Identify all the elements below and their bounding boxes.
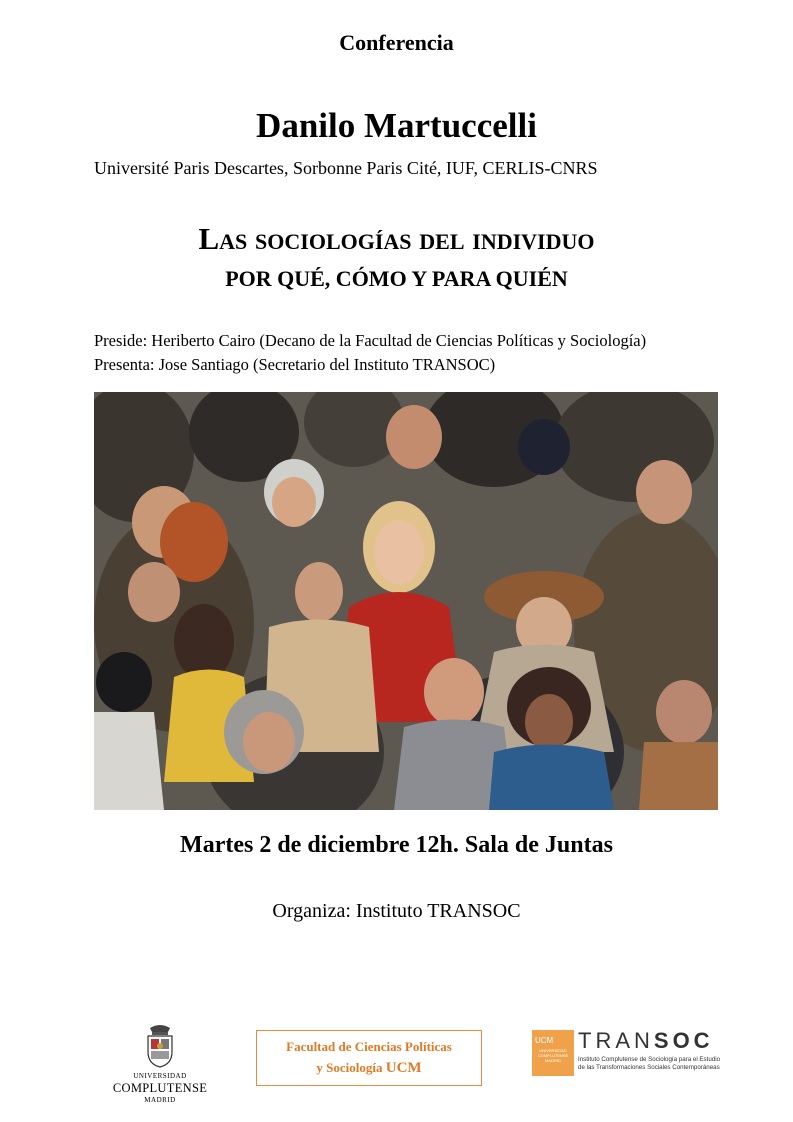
event-organizer: Organiza: Instituto TRANSOC: [272, 900, 521, 922]
presenter-credit: Presenta: Jose Santiago (Secretario del Instituto TRANSOC): [94, 355, 496, 374]
transoc-logo: [532, 1030, 728, 1076]
transoc-desc-line2: de las Transformaciones Sociales Contemporáneas: [578, 1064, 720, 1071]
transoc-description: [578, 1056, 728, 1072]
event-date-place: Martes 2 de diciembre 12h. Sala de Juntas: [180, 832, 613, 858]
crowd-photo: [94, 392, 718, 810]
faculty-ucm: UCM: [385, 1060, 422, 1076]
kicker: Conferencia: [339, 30, 454, 55]
faculty-box: [256, 1030, 482, 1086]
ucm-line1: UNIVERSIDAD: [133, 1072, 187, 1080]
chair-credit: Preside: Heriberto Cairo (Decano de la Facultad de Ciencias Políticas y Sociología): [94, 331, 647, 350]
transoc-square-label: UCM: [535, 1036, 554, 1045]
lecture-subtitle: POR QUÉ, CÓMO Y PARA QUIÉN: [225, 266, 568, 291]
speaker-name: Danilo Martuccelli: [256, 106, 537, 145]
faculty-line2-text: y Sociología: [316, 1060, 383, 1075]
transoc-desc-line1: Instituto Complutense de Sociología para el Estudio: [578, 1056, 721, 1063]
speaker-affiliation: Université Paris Descartes, Sorbonne Paris Cité, IUF, CERLIS-CNRS: [94, 158, 598, 178]
transoc-word-regular: TRAN: [578, 1028, 654, 1053]
transoc-ucm-square: [532, 1030, 574, 1076]
ucm-line3: MADRID: [144, 1096, 176, 1104]
lecture-title: Las sociologías del individuo: [198, 221, 595, 256]
faculty-line1: Facultad de Ciencias Políticas: [286, 1039, 452, 1054]
ucm-line2: COMPLUTENSE: [112, 1081, 208, 1095]
transoc-square-text: UNIVERSIDAD COMPLUTENSE MADRID: [537, 1048, 569, 1063]
ucm-crest-icon: [138, 1022, 182, 1068]
transoc-word-bold: SOC: [653, 1028, 714, 1053]
ucm-logo: [112, 1022, 208, 1110]
transoc-wordmark: [578, 1028, 714, 1054]
faculty-line2: [257, 1060, 481, 1077]
